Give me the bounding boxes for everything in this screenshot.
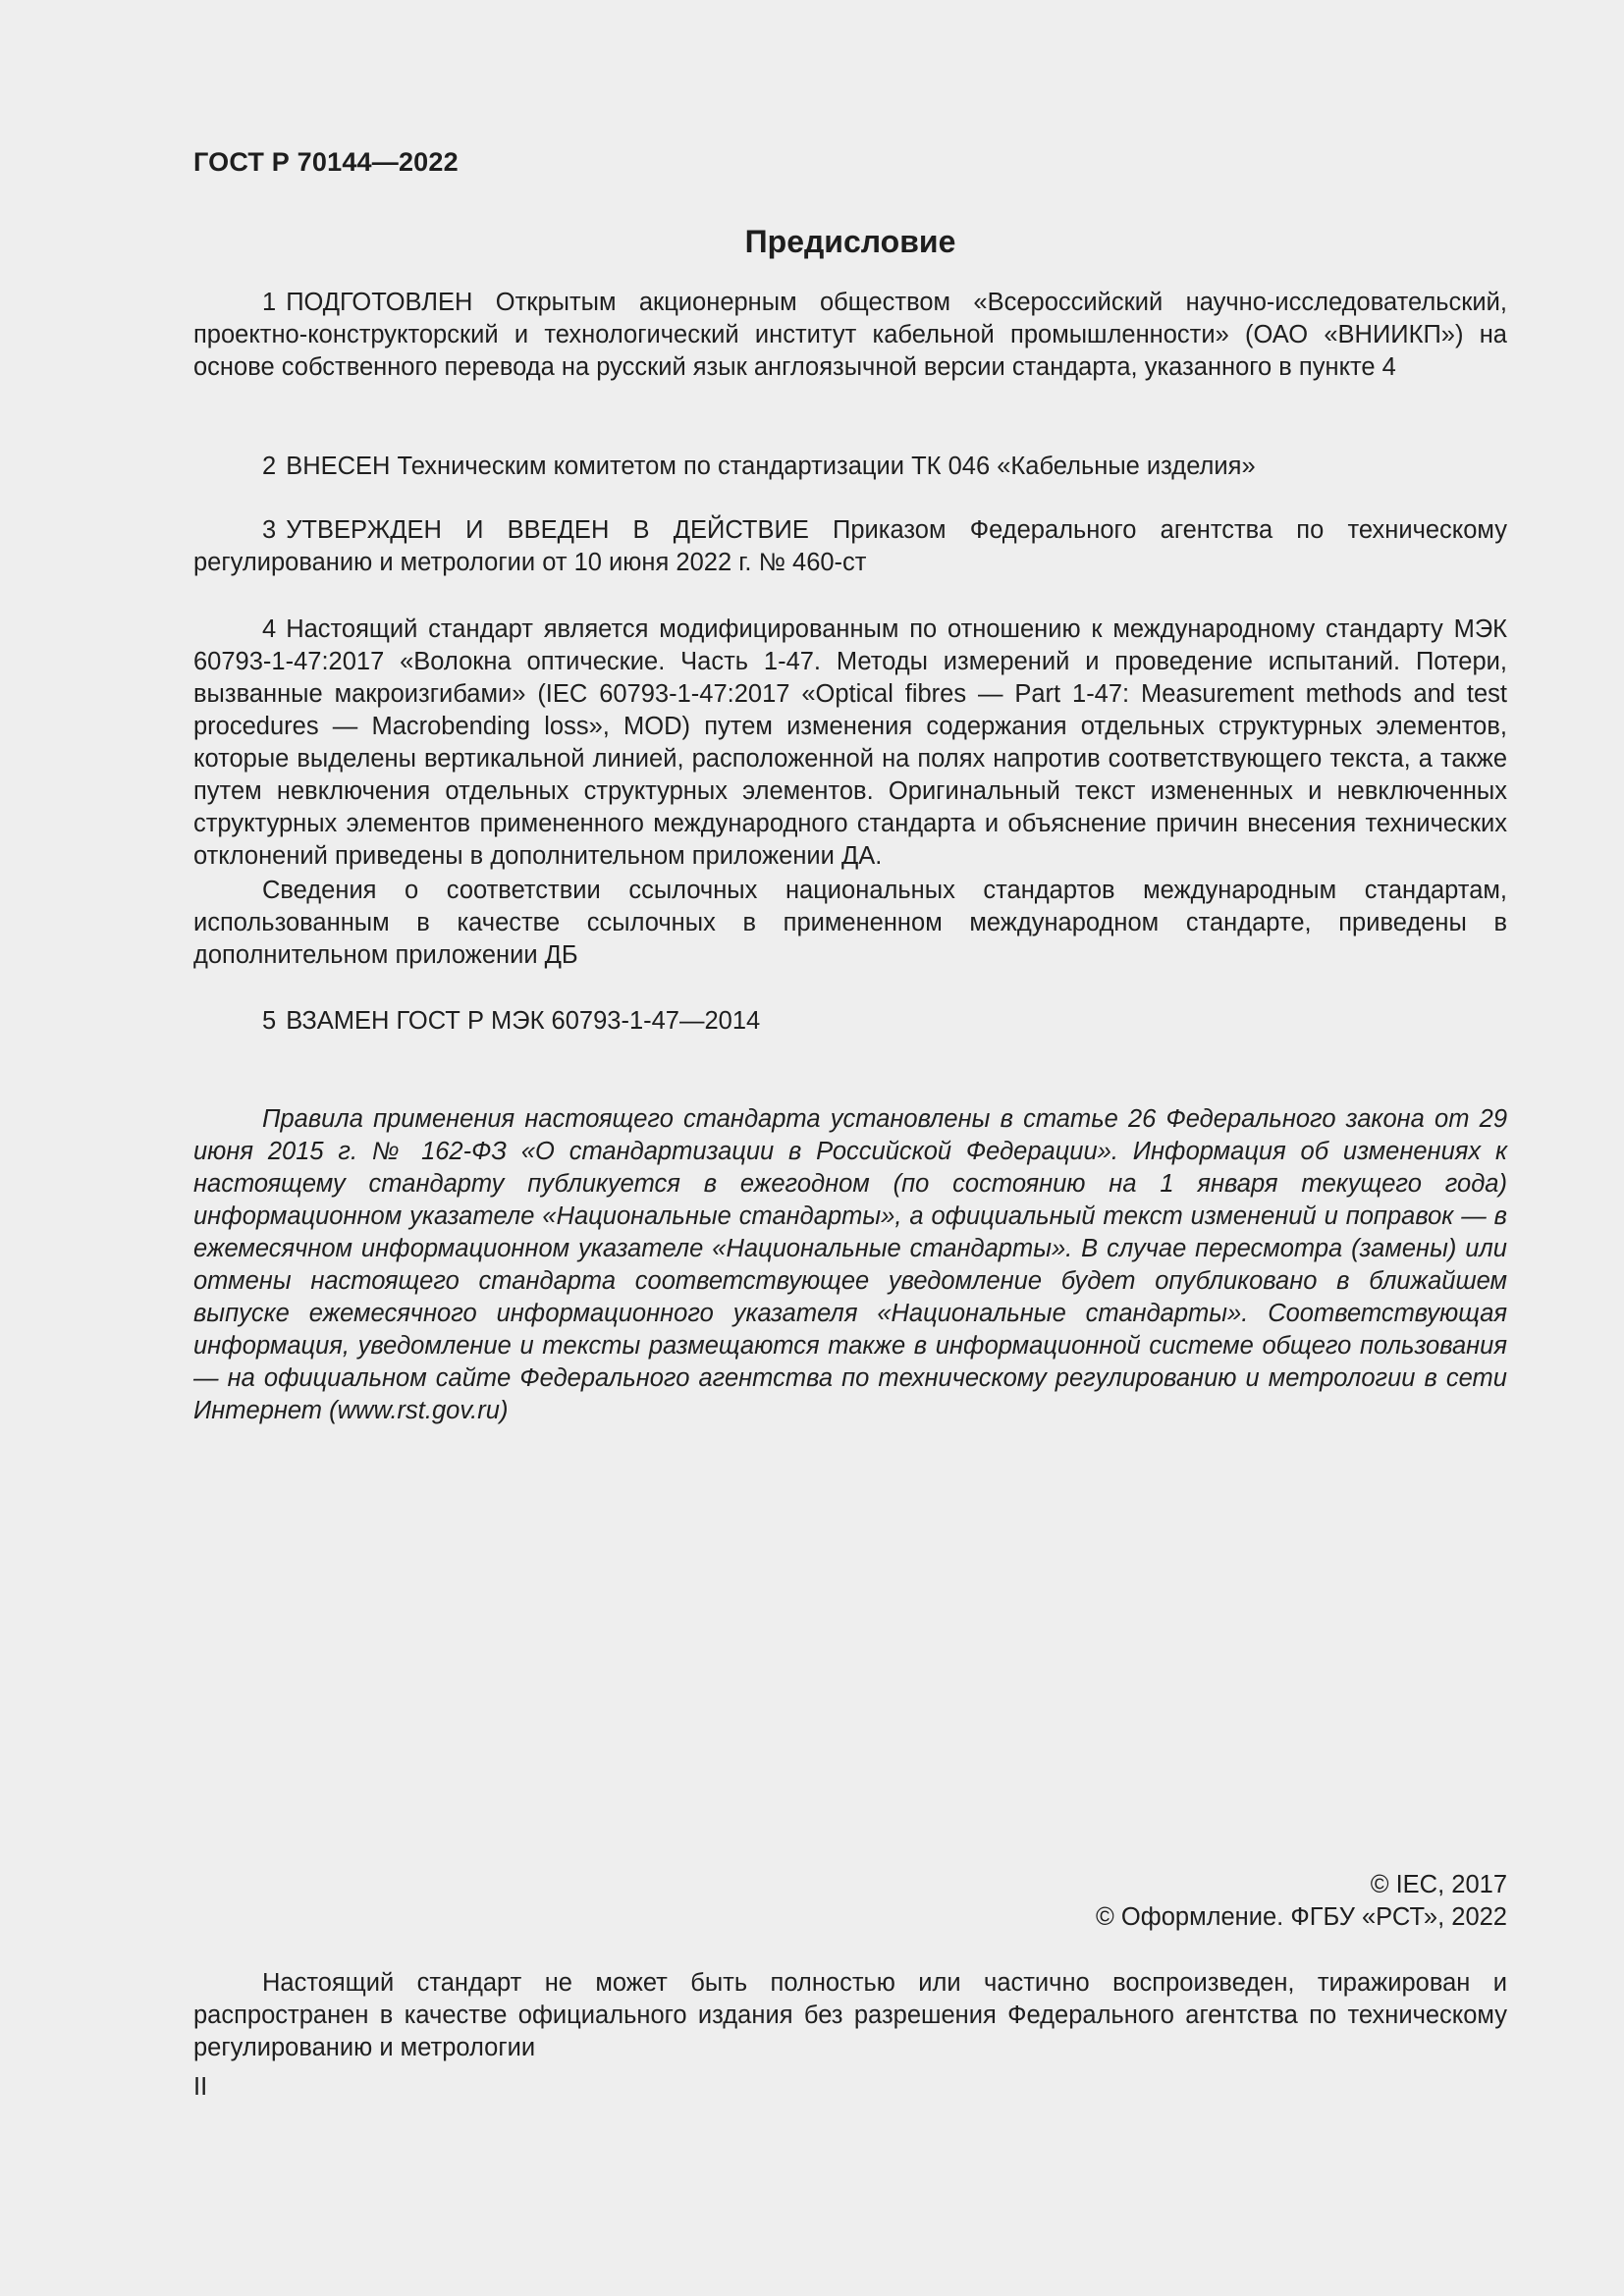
page-title: Предисловие [744, 224, 956, 259]
item-text: ПОДГОТОВЛЕН Открытым акционерным обществом «Всероссийский научно-исследовательский, проектно-конструкторский и технологический институт кабельной промышленности» (ОАО «ВНИИКП») на основе собственного перевода на русский язык англоязычной версии стандарта, указанного в пункте 4 [193, 289, 1507, 381]
foreword-item-1 [193, 287, 1507, 384]
item-text: ВНЕСЕН Техническим комитетом по стандартизации ТК 046 «Кабельные изделия» [286, 453, 1256, 480]
item-number: 2 [262, 453, 277, 480]
item-number: 5 [262, 1007, 277, 1035]
document-code: ГОСТ Р 70144—2022 [193, 147, 459, 177]
rules-notice: Правила применения настоящего стандарта установлены в статье 26 Федерального закона от 29 июня 2015 г. № 162-ФЗ «О стандартизации в Российской Федерации». Информация об изменениях к настоящему стандарту публикуется в ежегодном (по состоянию на 1 января текущего года) информационном указателе «Национальные стандарты», а официальный текст изменений и поправок — в ежемесячном информационном указателе «Национальные стандарты». В случае пересмотра (замены) или отмены настоящего стандарта соответствующее уведомление будет опубликовано в ближайшем выпуске ежемесячного информационного указателя «Национальные стандарты». Соответствующая информация, уведомление и тексты размещаются также в информационной системе общего пользования — на официальном сайте Федерального агентства по техническому регулированию и метрологии в сети Интернет (www.rst.gov.ru) [193, 1105, 1507, 1424]
foreword-item-4 [193, 614, 1507, 873]
copyright-rst: © Оформление. ФГБУ «РСТ», 2022 [1096, 1903, 1507, 1931]
item-number: 3 [262, 516, 277, 544]
item-text: Настоящий стандарт является модифицированным по отношению к международному стандарту МЭК 60793-1-47:2017 «Волокна оптические. Часть 1-47. Методы измерений и проведение испытаний. Потери, вызванные макроизгибами» (IEC 60793-1-47:2017 «Optical fibres — Part 1-47: Measurement methods and test procedures — Macrobending loss», MOD) путем изменения содержания отдельных структурных элементов, которые выделены вертикальной линией, расположенной на полях напротив соответствующего текста, а также путем невключения отдельных структурных элементов. Оригинальный текст измененных и невключенных структурных элементов примененного международного стандарта и объяснение причин внесения технических отклонений приведены в дополнительном приложении ДА. [193, 615, 1507, 870]
foreword-item-4-references: Сведения о соответствии ссылочных национальных стандартов международным стандартам, использованным в качестве ссылочных в примененном международном стандарте, приведены в дополнительном приложении ДБ [193, 877, 1507, 969]
item-number: 4 [262, 615, 277, 643]
page-number: II [193, 2073, 208, 2101]
foreword-item-5 [193, 1005, 1507, 1038]
foreword-item-2 [193, 451, 1507, 483]
copyright-iec: © IEC, 2017 [1370, 1871, 1507, 1898]
reproduction-notice: Настоящий стандарт не может быть полностью или частично воспроизведен, тиражирован и распространен в качестве официального издания без разрешения Федерального агентства по техническому регулированию и метрологии [193, 1969, 1507, 2061]
foreword-item-3 [193, 514, 1507, 579]
item-text: УТВЕРЖДЕН И ВВЕДЕН В ДЕЙСТВИЕ Приказом Федерального агентства по техническому регулированию и метрологии от 10 июня 2022 г. № 460-ст [193, 516, 1507, 576]
item-number: 1 [262, 289, 277, 316]
item-text: ВЗАМЕН ГОСТ Р МЭК 60793-1-47—2014 [286, 1007, 761, 1035]
